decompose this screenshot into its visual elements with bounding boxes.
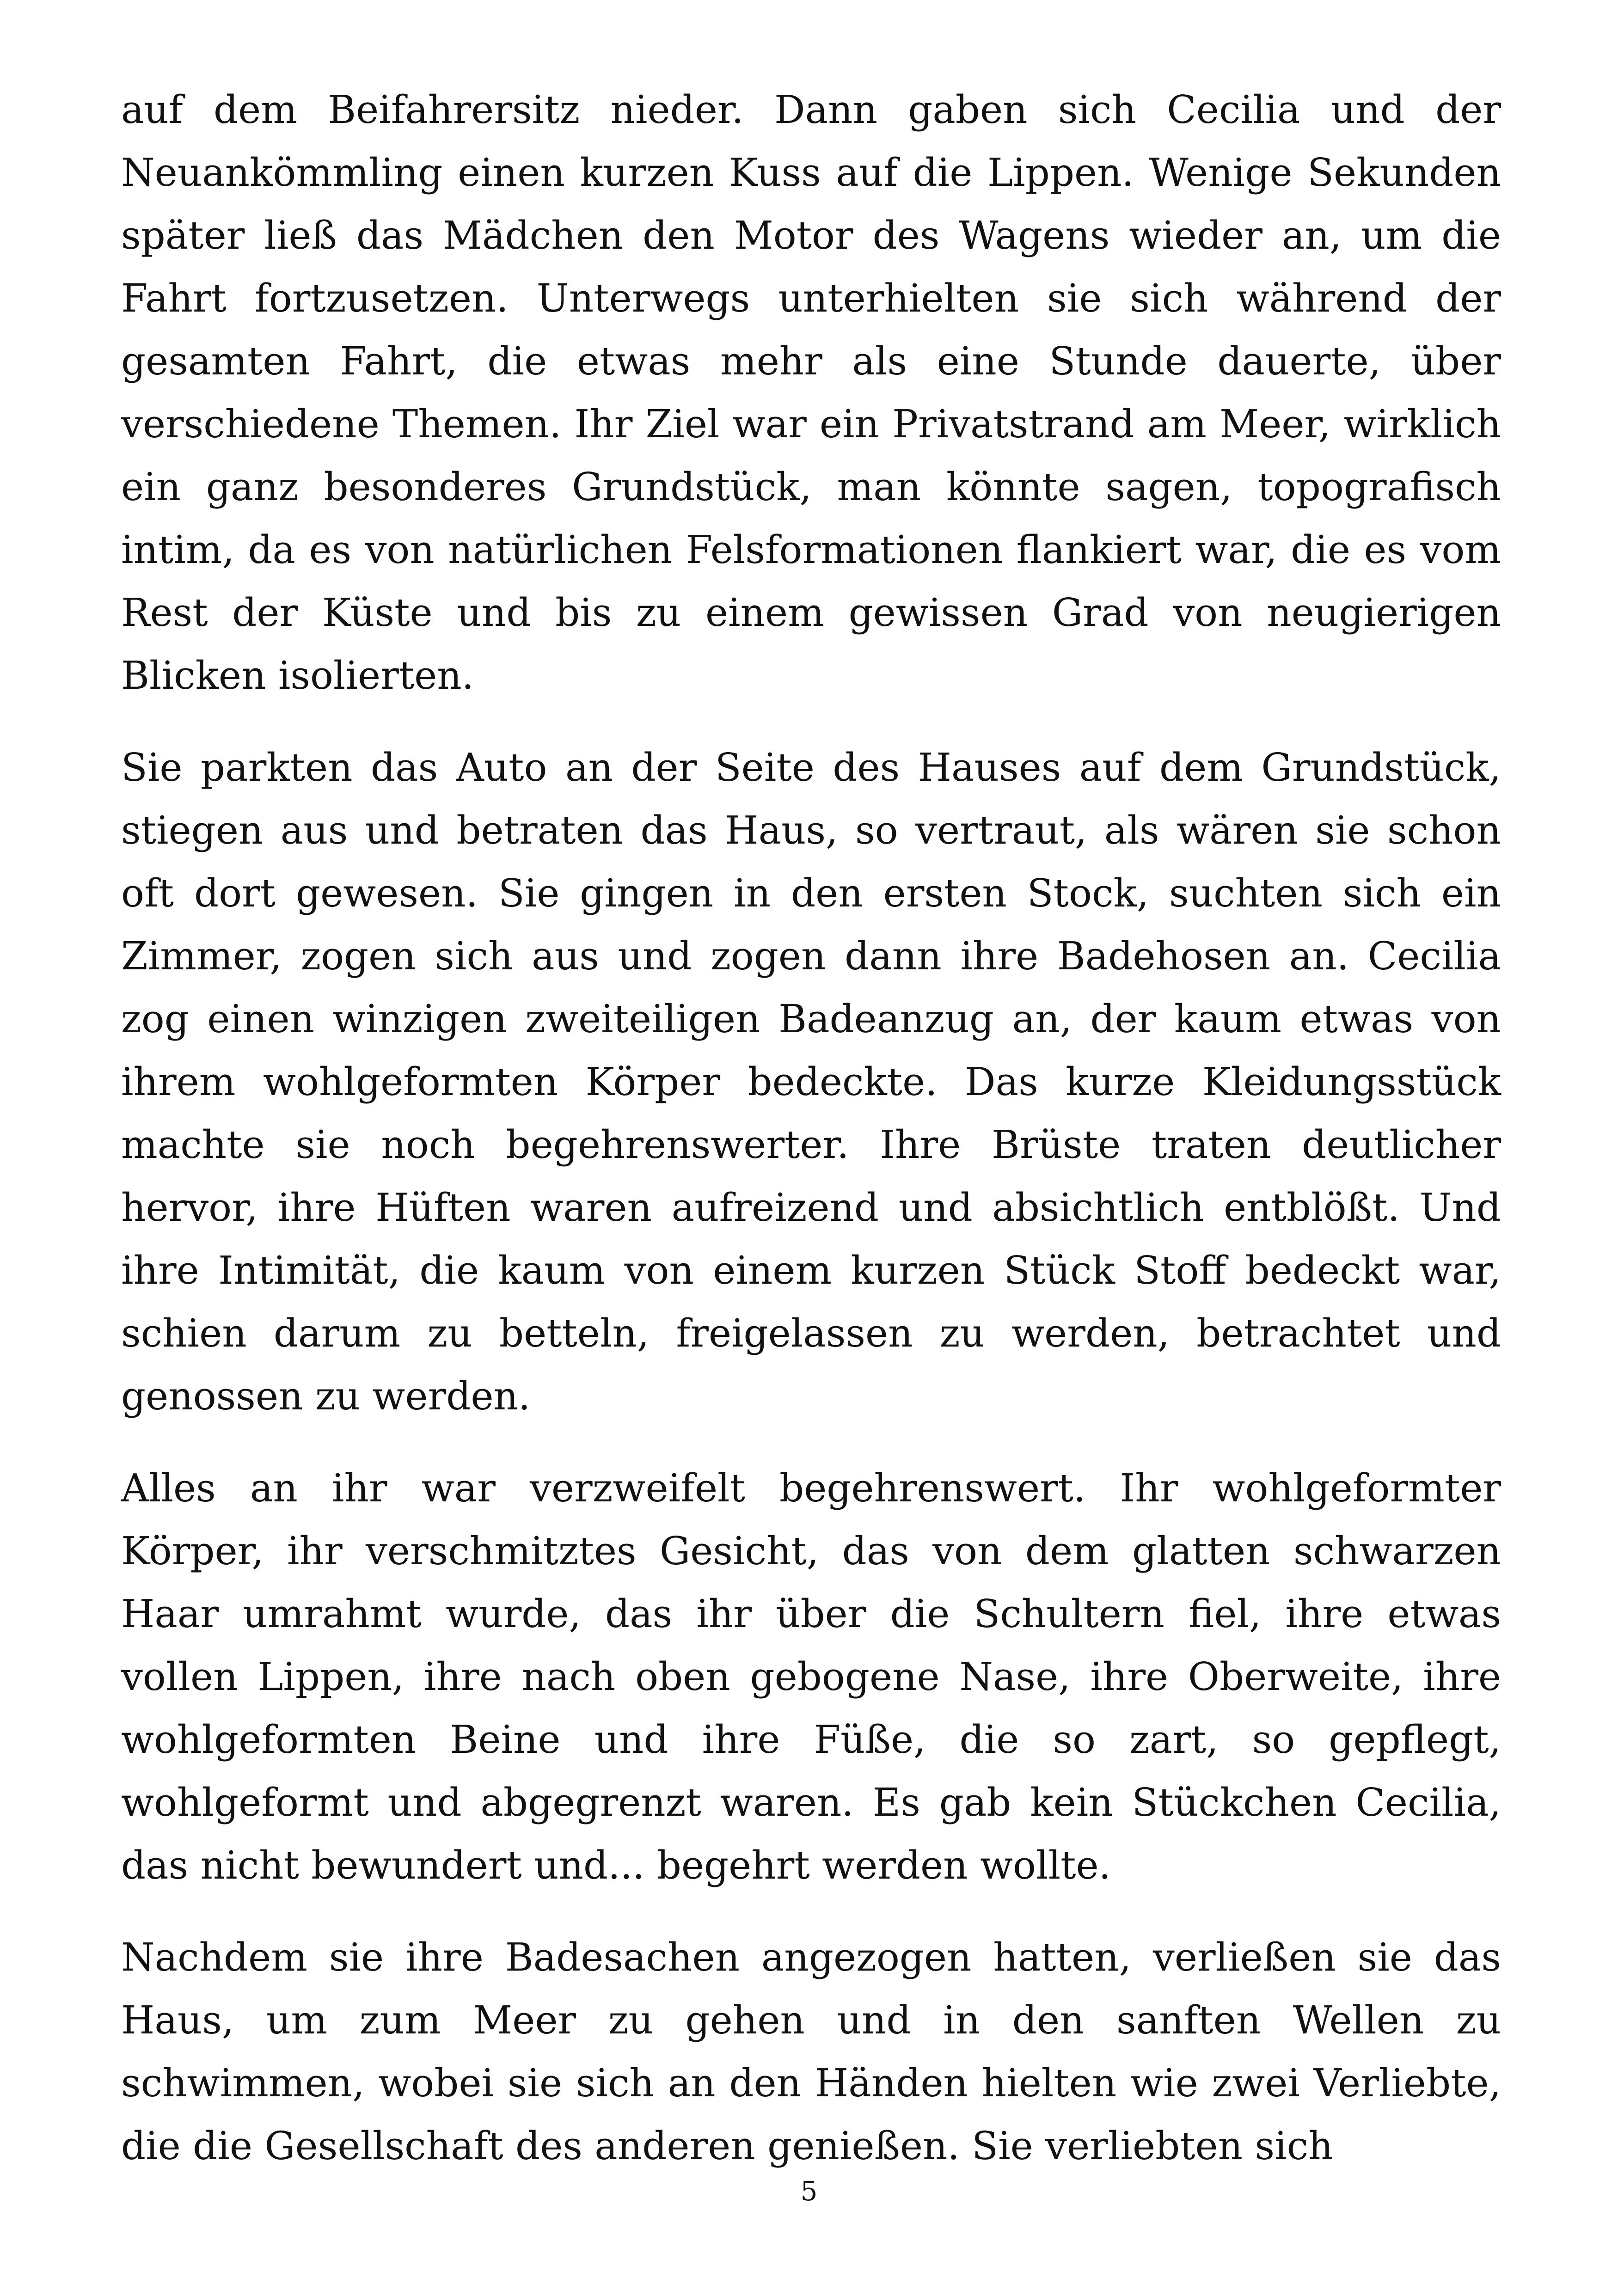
- paragraph-4: Nachdem sie ihre Badesachen angezogen hatten, verließen sie das Haus, um zum Meer zu gehen und in den sanften Wellen zu schwimmen, wobei sie sich an den Händen hielten wie zwei Verliebte, die die Gesellschaft des anderen genießen. Sie verliebten sich: [121, 1935, 1501, 2168]
- paragraph-1: auf dem Beifahrersitz nieder. Dann gaben sich Cecilia und der Neuankömmling einen kurzen Kuss auf die Lippen. Wenige Sekunden später ließ das Mädchen den Motor des Wagens wieder an, um die Fahrt fortzusetzen. Unterwegs unterhielten sie sich während der gesamten Fahrt, die etwas mehr als eine Stunde dauerte, über verschiedene Themen. Ihr Ziel war ein Privatstrand am Meer, wirklich ein ganz besonderes Grundstück, man könnte sagen, topografisch intim, da es von natürlichen Felsformationen flankiert war, die es vom Rest der Küste und bis zu einem gewissen Grad von neugierigen Blicken isolierten.: [121, 87, 1501, 698]
- paragraph-2: Sie parkten das Auto an der Seite des Hauses auf dem Grundstück, stiegen aus und betraten das Haus, so vertraut, als wären sie schon oft dort gewesen. Sie gingen in den ersten Stock, suchten sich ein Zimmer, zogen sich aus und zogen dann ihre Badehosen an. Cecilia zog einen winzigen zweiteiligen Badeanzug an, der kaum etwas von ihrem wohlgeformten Körper bedeckte. Das kurze Kleidungsstück machte sie noch begehrenswerter. Ihre Brüste traten deutlicher hervor, ihre Hüften waren aufreizend und absichtlich entblößt. Und ihre Intimität, die kaum von einem kurzen Stück Stoff bedeckt war, schien darum zu betteln, freigelassen zu werden, betrachtet und genossen zu werden.: [121, 745, 1501, 1419]
- body-text: [121, 79, 1501, 2178]
- page-number: 5: [800, 2175, 818, 2207]
- paragraph-3: Alles an ihr war verzweifelt begehrenswert. Ihr wohlgeformter Körper, ihr verschmitztes Gesicht, das von dem glatten schwarzen Haar umrahmt wurde, das ihr über die Schultern fiel, ihre etwas vollen Lippen, ihre nach oben gebogene Nase, ihre Oberweite, ihre wohlgeformten Beine und ihre Füße, die so zart, so gepflegt, wohlgeformt und abgegrenzt waren. Es gab kein Stückchen Cecilia, das nicht bewundert und... begehrt werden wollte.: [121, 1466, 1501, 1888]
